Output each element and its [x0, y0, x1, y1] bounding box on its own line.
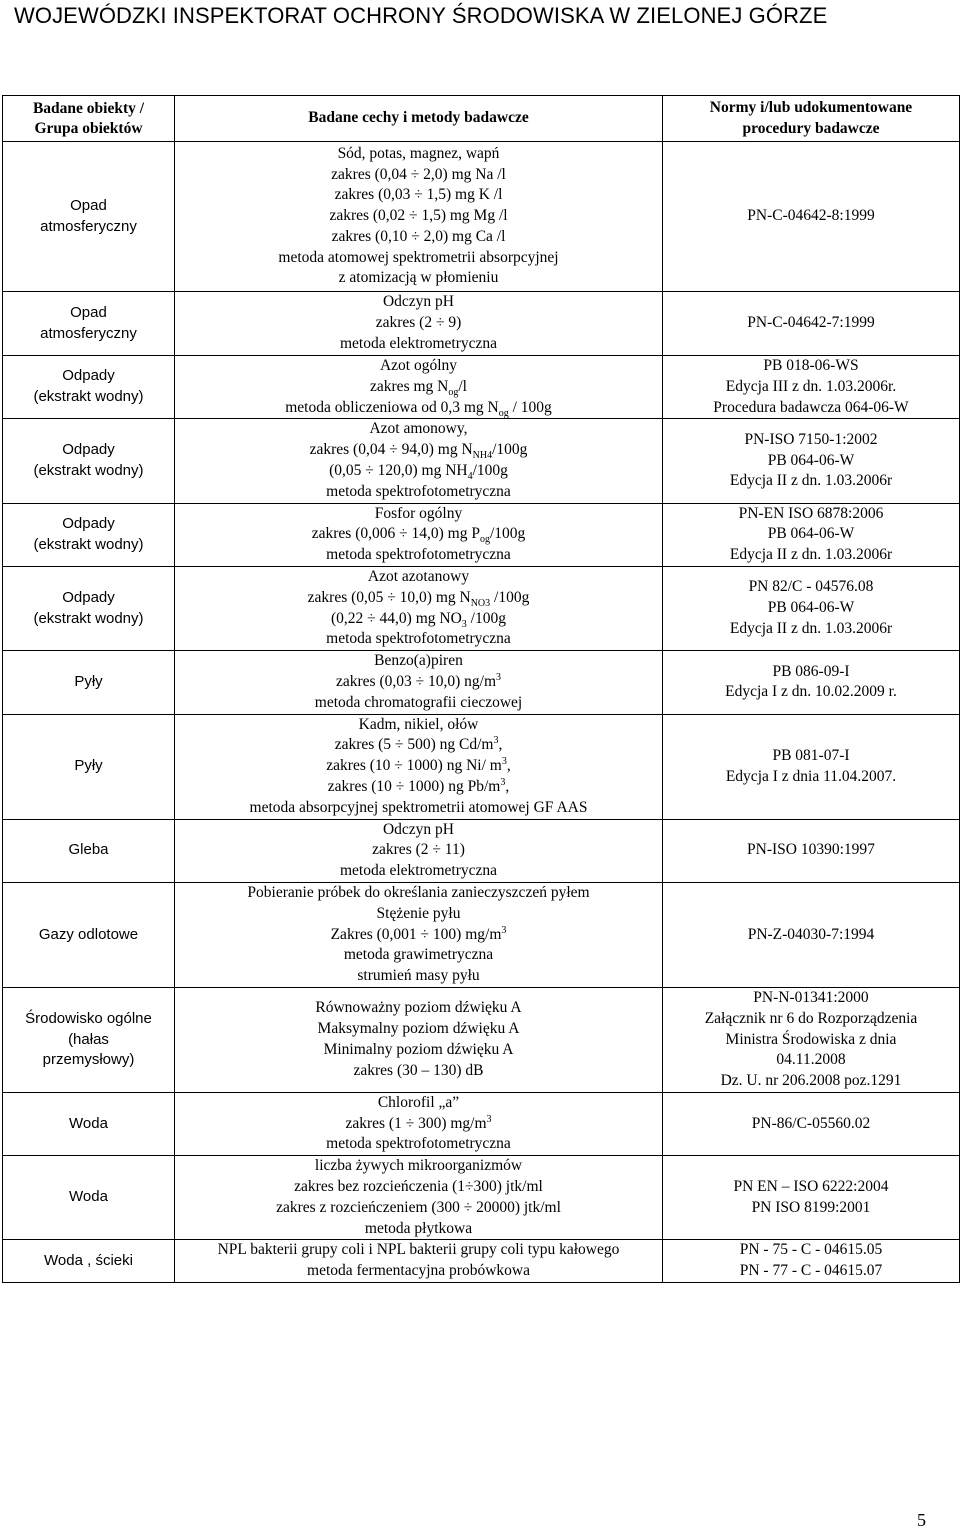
- norm-cell: [663, 419, 960, 503]
- norm-cell: [663, 356, 960, 419]
- norm-cell-line: PN-EN ISO 6878:2006: [738, 504, 884, 522]
- method-cell-line: Chlorofil „a”: [377, 1093, 460, 1111]
- object-cell-line: Pyły: [74, 757, 103, 775]
- norm-cell-line: Edycja I z dn. 10.02.2009 r.: [725, 683, 897, 701]
- norm-cell: [663, 882, 960, 987]
- table-header-row: [3, 96, 960, 142]
- method-cell-line: Sód, potas, magnez, wapń: [337, 144, 500, 162]
- object-cell: [3, 1156, 175, 1240]
- method-cell-line: z atomizacją w płomieniu: [338, 269, 499, 287]
- method-cell: [175, 356, 663, 419]
- table-row: [3, 1156, 960, 1240]
- norm-cell: [663, 503, 960, 566]
- method-cell-line: metoda spektrofotometryczna: [326, 546, 511, 564]
- method-cell: [175, 503, 663, 566]
- method-cell-line: zakres (5 ÷ 500) ng $Cd/m^3$,: [334, 735, 503, 754]
- norm-cell-line: PB 086-09-I: [772, 662, 850, 680]
- method-cell-line: metoda spektrofotometryczna: [326, 482, 511, 500]
- object-cell: [3, 882, 175, 987]
- norm-cell-line: PN-Z-04030-7:1994: [747, 925, 875, 943]
- method-cell-line: metoda spektrofotometryczna: [326, 630, 511, 648]
- method-cell-line: zakres (30 – 130) dB: [353, 1061, 484, 1079]
- object-cell-line: Woda: [69, 1114, 108, 1132]
- norm-cell: [663, 819, 960, 882]
- method-cell-line: zakres (0,006 ÷ 14,0) mg $P_{og}/100g$: [311, 525, 526, 546]
- method-cell-line: Fosfor ogólny: [374, 504, 463, 522]
- method-cell-line: zakres mg $N_{og}/l$: [370, 377, 467, 398]
- method-cell-line: Stężenie pyłu: [376, 904, 461, 922]
- object-cell: [3, 714, 175, 819]
- object-cell-line: (hałas: [68, 1030, 109, 1048]
- method-cell-line: metoda płytkowa: [364, 1219, 473, 1237]
- norm-cell-line: PN - 77 - C - 04615.07: [739, 1262, 883, 1280]
- method-cell-line: Azot azotanowy: [367, 567, 470, 585]
- method-cell-line: Równoważny poziom dźwięku A: [315, 999, 522, 1017]
- object-cell-line: (ekstrakt wodny): [33, 609, 144, 627]
- object-cell-line: (ekstrakt wodny): [33, 388, 144, 406]
- norm-cell-line: PN ISO 8199:2001: [751, 1198, 871, 1216]
- norm-cell-line: PB 064-06-W: [767, 451, 855, 469]
- norm-cell-line: Edycja II z dn. 1.03.2006r: [729, 472, 893, 490]
- method-cell-line: zakres (0,03 ÷ 10,0) $ng/m^3$: [335, 671, 502, 690]
- object-cell-line: Gazy odlotowe: [38, 925, 139, 943]
- header-norms: Normy i/lub udokumentowane procedury badawcze: [663, 96, 960, 142]
- method-cell: [175, 419, 663, 503]
- table-row: [3, 1092, 960, 1155]
- method-cell-line: metoda chromatografii cieczowej: [314, 693, 523, 711]
- method-cell: [175, 1092, 663, 1155]
- header-methods: Badane cechy i metody badawcze: [175, 96, 663, 142]
- method-cell-line: metoda spektrofotometryczna: [326, 1135, 511, 1153]
- method-cell-line: metoda elektrometryczna: [339, 862, 498, 880]
- norm-cell-line: PN-ISO 7150-1:2002: [744, 430, 878, 448]
- norm-cell-line: Edycja II z dn. 1.03.2006r: [729, 619, 893, 637]
- method-cell: [175, 714, 663, 819]
- object-cell: [3, 1240, 175, 1283]
- method-cell-line: (0,22 ÷ 44,0) mg $NO_3$ /100g: [331, 609, 506, 630]
- norm-cell: [663, 1156, 960, 1240]
- norm-cell-line: Edycja III z dn. 1.03.2006r.: [725, 377, 897, 395]
- norm-cell-line: Procedura badawcza 064-06-W: [713, 398, 909, 416]
- method-cell: [175, 566, 663, 650]
- method-cell-line: Odczyn pH: [382, 820, 455, 838]
- norm-cell-line: PN-N-01341:2000: [753, 988, 869, 1006]
- method-cell: [175, 1156, 663, 1240]
- norm-cell-line: PN-C-04642-8:1999: [747, 207, 875, 225]
- method-cell-line: Odczyn pH: [382, 293, 455, 311]
- method-cell: [175, 987, 663, 1092]
- norm-cell: [663, 651, 960, 714]
- method-cell-line: strumień masy pyłu: [357, 967, 480, 985]
- method-cell-line: Azot ogólny: [379, 357, 458, 374]
- object-cell: [3, 651, 175, 714]
- method-cell: [175, 819, 663, 882]
- object-cell-line: (ekstrakt wodny): [33, 535, 144, 553]
- object-cell: [3, 142, 175, 292]
- table-row: [3, 987, 960, 1092]
- object-cell-line: Odpady: [62, 588, 115, 606]
- object-cell: [3, 356, 175, 419]
- object-cell-line: Pyły: [74, 672, 103, 690]
- method-cell-line: metoda obliczeniowa od 0,3 mg $N_{og} / 100g$: [285, 398, 552, 419]
- method-cell-line: metoda grawimetryczna: [343, 946, 494, 964]
- object-cell-line: Środowisko ogólne: [25, 1009, 152, 1027]
- object-cell-line: Gleba: [68, 841, 109, 859]
- norm-cell-line: PB 064-06-W: [767, 599, 855, 617]
- norm-cell: [663, 1092, 960, 1155]
- method-cell-line: NPL bakterii grupy coli i NPL bakterii grupy coli typu kałowego: [217, 1241, 620, 1259]
- object-cell: [3, 819, 175, 882]
- method-cell-line: metoda fermentacyjna probówkowa: [307, 1262, 530, 1280]
- table-row: [3, 142, 960, 292]
- norm-cell: [663, 714, 960, 819]
- method-cell-line: zakres (0,04 ÷ 94,0) mg $N_{NH4}/100g$: [309, 441, 528, 462]
- method-cell: [175, 292, 663, 356]
- norm-cell-line: PN 82/C - 04576.08: [748, 578, 874, 596]
- norm-cell-line: Załącznik nr 6 do Rozporządzenia: [704, 1009, 918, 1027]
- norm-cell-line: PB 018-06-WS: [763, 357, 859, 374]
- method-cell: [175, 651, 663, 714]
- table-row: [3, 292, 960, 356]
- norm-cell-line: Edycja II z dn. 1.03.2006r: [729, 546, 893, 564]
- method-cell-line: Benzo(a)piren: [374, 652, 463, 670]
- object-cell-line: Opad: [70, 196, 107, 214]
- method-cell-line: zakres (1 ÷ 300) $mg/m^3$: [345, 1113, 492, 1132]
- method-cell-line: zakres (2 ÷ 9): [375, 314, 462, 332]
- object-cell-line: Opad: [70, 303, 107, 321]
- object-cell: [3, 566, 175, 650]
- method-cell-line: zakres (2 ÷ 11): [372, 841, 465, 859]
- method-cell-line: zakres (10 ÷ 1000) ng $Pb/m^3$,: [327, 776, 510, 795]
- table-row: [3, 651, 960, 714]
- object-cell-line: Odpady: [62, 367, 115, 385]
- method-cell-line: zakres (0,04 ÷ 2,0) mg Na /l: [331, 165, 506, 183]
- object-cell-line: atmosferyczny: [40, 217, 137, 235]
- object-cell: [3, 503, 175, 566]
- norm-cell-line: Dz. U. nr 206.2008 poz.1291: [720, 1072, 902, 1090]
- norm-cell: [663, 1240, 960, 1283]
- norm-cell: [663, 292, 960, 356]
- method-cell: [175, 1240, 663, 1283]
- object-cell-line: atmosferyczny: [40, 324, 137, 342]
- norm-cell-line: PN EN – ISO 6222:2004: [733, 1178, 889, 1196]
- method-cell-line: zakres (0,03 ÷ 1,5) mg K /l: [334, 186, 503, 204]
- method-cell-line: liczba żywych mikroorganizmów: [314, 1157, 523, 1175]
- header-objects: Badane obiekty / Grupa obiektów: [3, 96, 175, 142]
- method-cell-line: Kadm, nikiel, ołów: [358, 715, 479, 733]
- method-cell-line: metoda absorpcyjnej spektrometrii atomowej GF AAS: [249, 798, 588, 816]
- accreditation-table: [2, 95, 960, 1283]
- method-cell-line: metoda elektrometryczna: [339, 334, 498, 352]
- table-row: [3, 1240, 960, 1283]
- object-cell-line: Odpady: [62, 514, 115, 532]
- norm-cell: [663, 987, 960, 1092]
- object-cell-line: (ekstrakt wodny): [33, 461, 144, 479]
- method-cell-line: Maksymalny poziom dźwięku A: [317, 1020, 520, 1038]
- norm-cell-line: PN-86/C-05560.02: [751, 1114, 871, 1132]
- norm-cell-line: Ministra Środowiska z dnia: [725, 1030, 897, 1048]
- page-number: 5: [917, 1510, 926, 1530]
- method-cell-line: zakres bez rozcieńczenia (1÷300) jtk/ml: [294, 1178, 543, 1196]
- method-cell-line: Pobieranie próbek do określania zanieczyszczeń pyłem: [247, 883, 590, 901]
- object-cell: [3, 987, 175, 1092]
- norm-cell-line: PB 081-07-I: [772, 746, 850, 764]
- method-cell-line: zakres (0,02 ÷ 1,5) mg Mg /l: [329, 207, 508, 225]
- object-cell-line: przemysłowy): [42, 1051, 135, 1069]
- method-cell-line: Minimalny poziom dźwięku A: [323, 1040, 514, 1058]
- norm-cell: [663, 142, 960, 292]
- method-cell-line: (0,05 ÷ 120,0) mg $NH_4/100g$: [329, 461, 508, 483]
- page-header: WOJEWÓDZKI INSPEKTORAT OCHRONY ŚRODOWISKA W ZIELONEJ GÓRZE: [14, 3, 828, 28]
- method-cell-line: zakres z rozcieńczeniem (300 ÷ 20000) jtk/ml: [276, 1198, 561, 1216]
- object-cell-line: Woda: [69, 1188, 108, 1206]
- norm-cell-line: Edycja I z dnia 11.04.2007.: [725, 767, 897, 785]
- method-cell-line: zakres (0,10 ÷ 2,0) mg Ca /l: [331, 227, 506, 245]
- norm-cell: [663, 566, 960, 650]
- table-row: [3, 714, 960, 819]
- method-cell: [175, 882, 663, 987]
- object-cell: [3, 1092, 175, 1155]
- norm-cell-line: PN-ISO 10390:1997: [747, 841, 875, 859]
- table-row: [3, 882, 960, 987]
- object-cell-line: Odpady: [62, 441, 115, 459]
- norm-cell-line: PB 064-06-W: [767, 525, 855, 543]
- norm-cell-line: PN - 75 - C - 04615.05: [739, 1241, 883, 1259]
- method-cell-line: zakres (0,05 ÷ 10,0) mg $N_{NO3}$ /100g: [307, 588, 530, 609]
- object-cell-line: Woda , ścieki: [44, 1251, 133, 1269]
- method-cell-line: zakres (10 ÷ 1000) ng Ni/ $m^3$,: [326, 755, 511, 775]
- method-cell: [175, 142, 663, 292]
- object-cell: [3, 292, 175, 356]
- table-row: [3, 819, 960, 882]
- table-row: [3, 356, 960, 419]
- norm-cell-line: PN-C-04642-7:1999: [747, 314, 875, 332]
- method-cell-line: metoda atomowej spektrometrii absorpcyjnej: [278, 248, 559, 266]
- method-cell-line: Azot amonowy,: [369, 420, 468, 438]
- table-row: [3, 419, 960, 503]
- norm-cell-line: 04.11.2008: [776, 1051, 846, 1069]
- object-cell: [3, 419, 175, 503]
- table-row: [3, 503, 960, 566]
- table-row: [3, 566, 960, 650]
- method-cell-line: Zakres (0,001 ÷ 100) $mg/m^3$: [330, 924, 507, 943]
